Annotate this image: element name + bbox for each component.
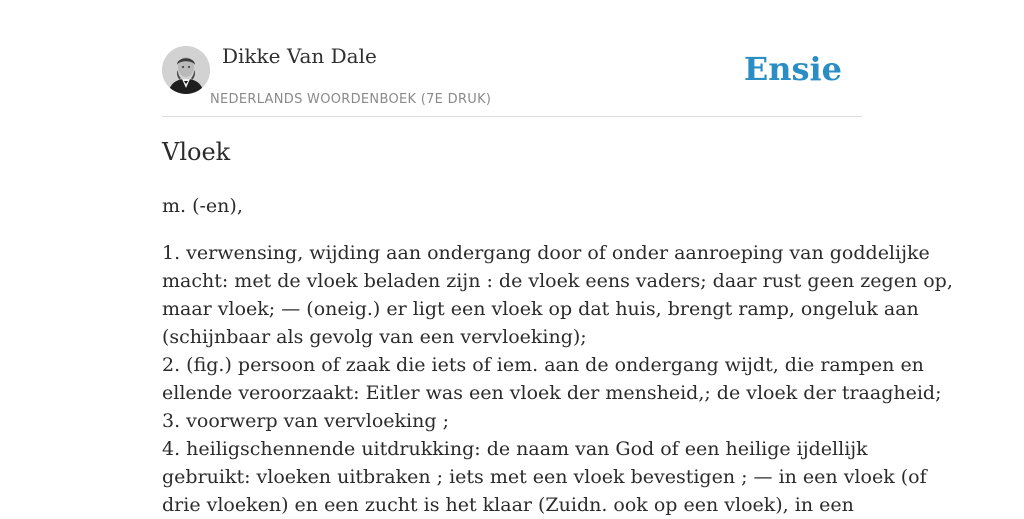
definition-line: 4. heiligschennende uitdrukking: de naam van God of een heilige ijdellijk [162,438,868,460]
entry-title: Vloek [162,138,231,166]
author-name[interactable]: Dikke Van Dale [222,44,377,68]
definition-line: drie vloeken) en een zucht is het klaar (Zuidn. ook op een vloek), in een [162,494,854,516]
entry-definition [162,239,953,519]
site-header [162,40,862,117]
definition-line: (schijnbaar als gevolg van een vervloeking); [162,326,587,348]
definition-line: 1. verwensing, wijding aan ondergang door of onder aanroeping van goddelijke [162,242,930,264]
definition-line: gebruikt: vloeken uitbraken ; iets met een vloek bevestigen ; — in een vloek (of [162,466,927,488]
entry-grammar: m. (-en), [162,195,243,217]
definition-line: ellende veroorzaakt: Eitler was een vloek der mensheid,; de vloek der traagheid; [162,382,942,404]
definition-line: maar vloek; — (oneig.) er ligt een vloek op dat huis, brengt ramp, ongeluk aan [162,298,919,320]
brand-logo[interactable]: Ensie [743,50,842,88]
source-label[interactable]: NEDERLANDS WOORDENBOEK (7E DRUK) [210,92,492,107]
definition-line: macht: met de vloek beladen zijn : de vloek eens vaders; daar rust geen zegen op, [162,270,953,292]
definition-line: 3. voorwerp van vervloeking ; [162,410,449,432]
author-avatar[interactable] [162,46,210,94]
portrait-icon [162,46,210,94]
definition-line: 2. (fig.) persoon of zaak die iets of iem. aan de ondergang wijdt, die rampen en [162,354,924,376]
